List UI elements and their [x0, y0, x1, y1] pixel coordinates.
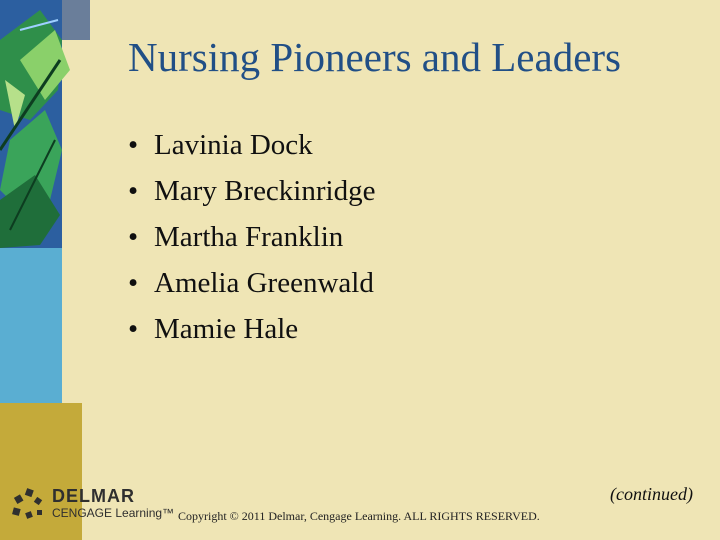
bullet-text: Lavinia Dock: [154, 129, 313, 161]
bullet-icon: •: [128, 313, 139, 345]
logo-text-bottom: CENGAGE Learning™: [52, 506, 175, 520]
bullet-text: Mary Breckinridge: [154, 175, 376, 207]
bullet-text: Martha Franklin: [154, 221, 344, 253]
delmar-cengage-logo: [12, 486, 177, 526]
continued-label: (continued): [610, 484, 693, 504]
bullet-text: Mamie Hale: [154, 313, 299, 345]
logo-text-top: DELMAR: [52, 486, 135, 506]
bullet-icon: •: [128, 175, 139, 207]
bullet-icon: •: [128, 221, 139, 253]
slide-title: Nursing Pioneers and Leaders: [128, 34, 622, 80]
bullet-icon: •: [128, 267, 139, 299]
decorative-sidebar-art: [0, 0, 90, 540]
bullet-text: Amelia Greenwald: [154, 267, 374, 299]
copyright-notice: Copyright © 2011 Delmar, Cengage Learning. ALL RIGHTS RESERVED.: [178, 509, 540, 523]
bullet-icon: •: [128, 129, 139, 161]
logo-icon: [12, 488, 48, 522]
